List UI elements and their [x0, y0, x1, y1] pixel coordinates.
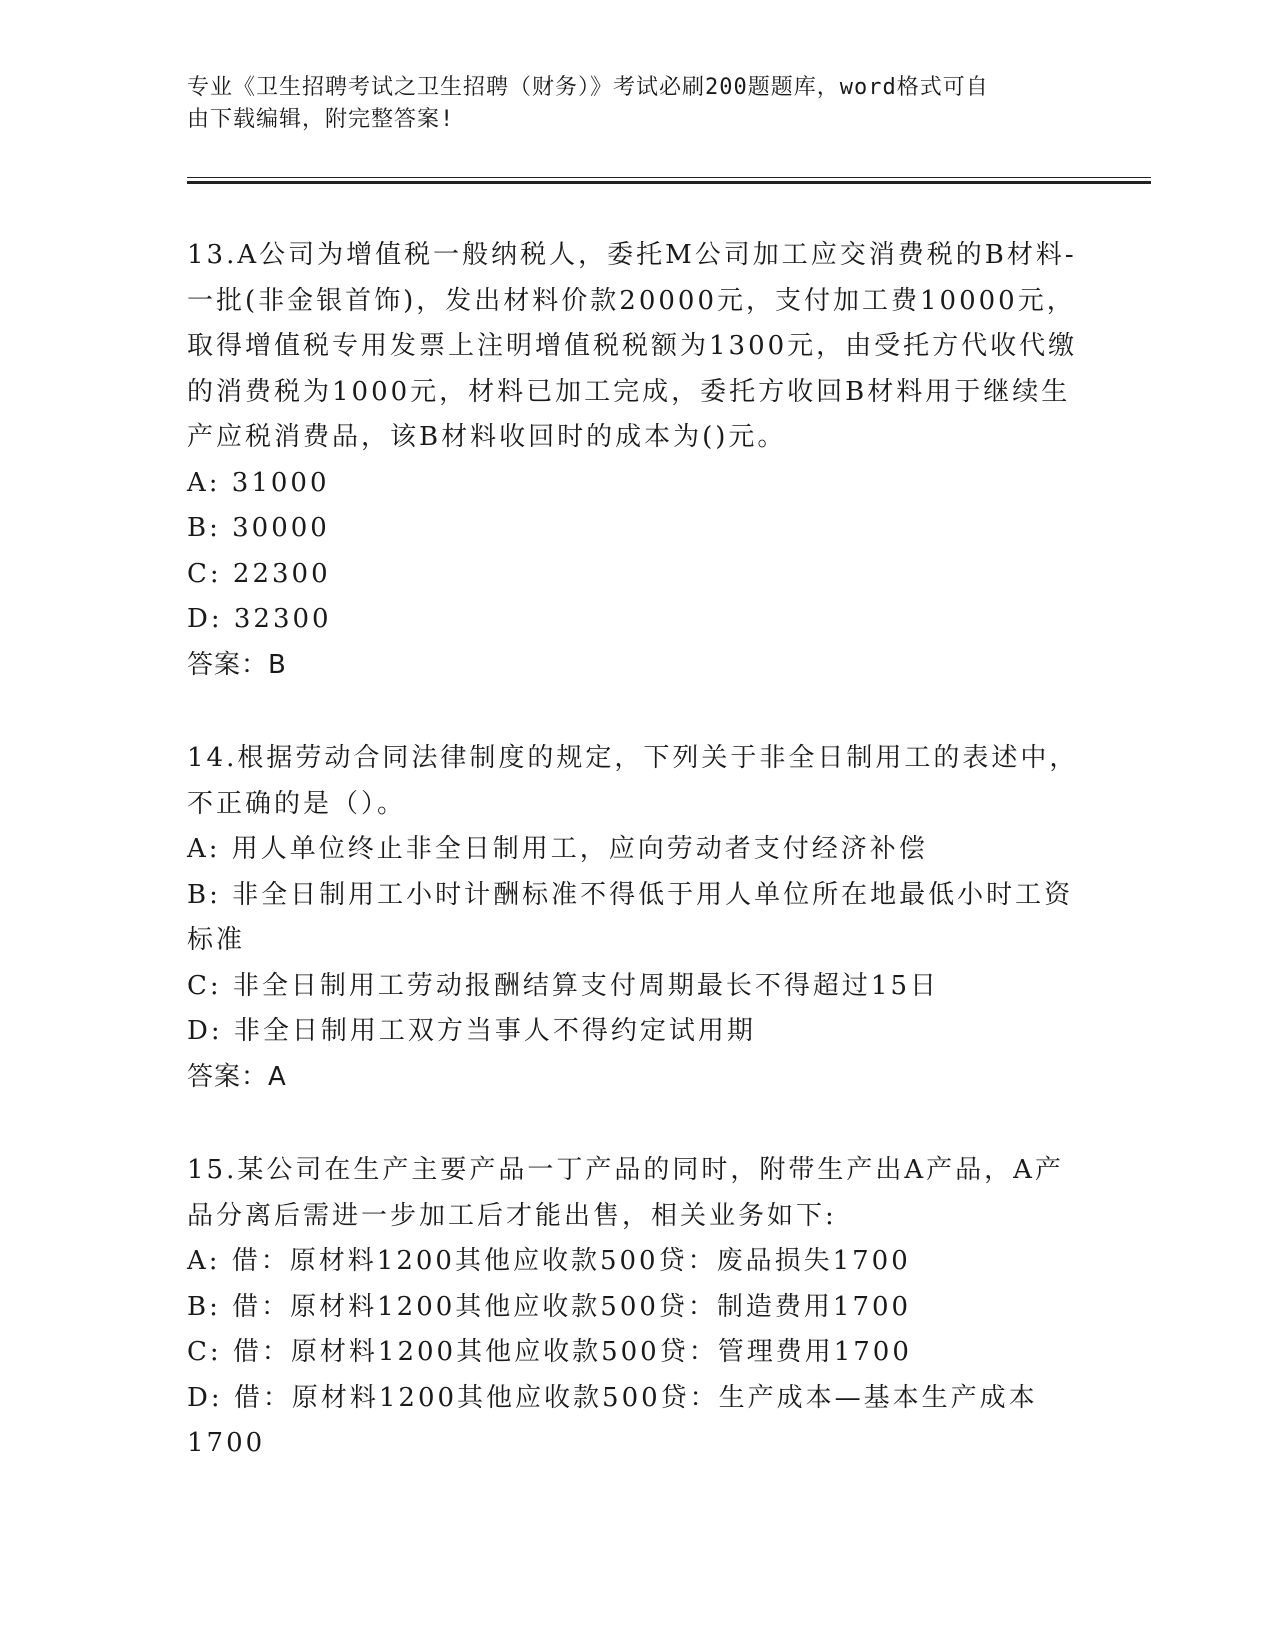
- question-text: 13.A公司为增值税一般纳税人，委托M公司加工应交消费税的B材料-一批(非金银首饰)，发出材料价款20000元，支付加工费10000元，取得增值税专用发票上注明增值税税额为1300元，由受托方代收代缴的消费税为1000元，材料已加工完成，委托方收回B材料用于继续生产应税消费品，该B材料收回时的成本为()元。: [187, 240, 1078, 452]
- question-15: [187, 1148, 1087, 1467]
- option-a: A: 用人单位终止非全日制用工，应向劳动者支付经济补偿: [187, 834, 928, 864]
- question-13: [187, 233, 1087, 688]
- header-divider-thick: [187, 181, 1151, 184]
- option-a: A: 借：原材料1200其他应收款500贷：废品损失1700: [187, 1246, 911, 1276]
- option-d: D: 32300: [187, 604, 332, 634]
- question-text: 14.根据劳动合同法律制度的规定，下列关于非全日制用工的表述中，不正确的是（）。: [187, 743, 1079, 819]
- option-b: B: 非全日制用工小时计酬标准不得低于用人单位所在地最低小时工资标准: [187, 879, 1074, 955]
- document-header: [187, 72, 1067, 136]
- option-b: B: 30000: [187, 513, 330, 543]
- answer-line: 答案：B: [187, 649, 287, 680]
- question-list: [187, 233, 1087, 1515]
- option-b: B: 借：原材料1200其他应收款500贷：制造费用1700: [187, 1291, 912, 1322]
- answer-line: 答案：A: [187, 1061, 287, 1092]
- option-c: C: 非全日制用工劳动报酬结算支付周期最长不得超过15日: [187, 970, 940, 1001]
- question-text: 15.某公司在生产主要产品一丁产品的同时，附带生产出A产品，A产品分离后需进一步加工后才能出售，相关业务如下:: [187, 1155, 1064, 1231]
- option-c: C: 22300: [187, 558, 331, 589]
- header-line-2: 由下载编辑，附完整答案!: [187, 107, 455, 132]
- option-a: A: 31000: [187, 467, 330, 498]
- question-14: [187, 736, 1087, 1100]
- header-divider-thin: [187, 177, 1151, 178]
- header-line-1: 专业《卫生招聘考试之卫生招聘（财务）》考试必刷200题题库，word格式可自: [187, 75, 989, 100]
- option-c: C: 借：原材料1200其他应收款500贷：管理费用1700: [187, 1337, 912, 1367]
- option-d: D: 非全日制用工双方当事人不得约定试用期: [187, 1016, 756, 1046]
- option-d: D: 借：原材料1200其他应收款500贷：生产成本—基本生产成本1700: [187, 1382, 1038, 1458]
